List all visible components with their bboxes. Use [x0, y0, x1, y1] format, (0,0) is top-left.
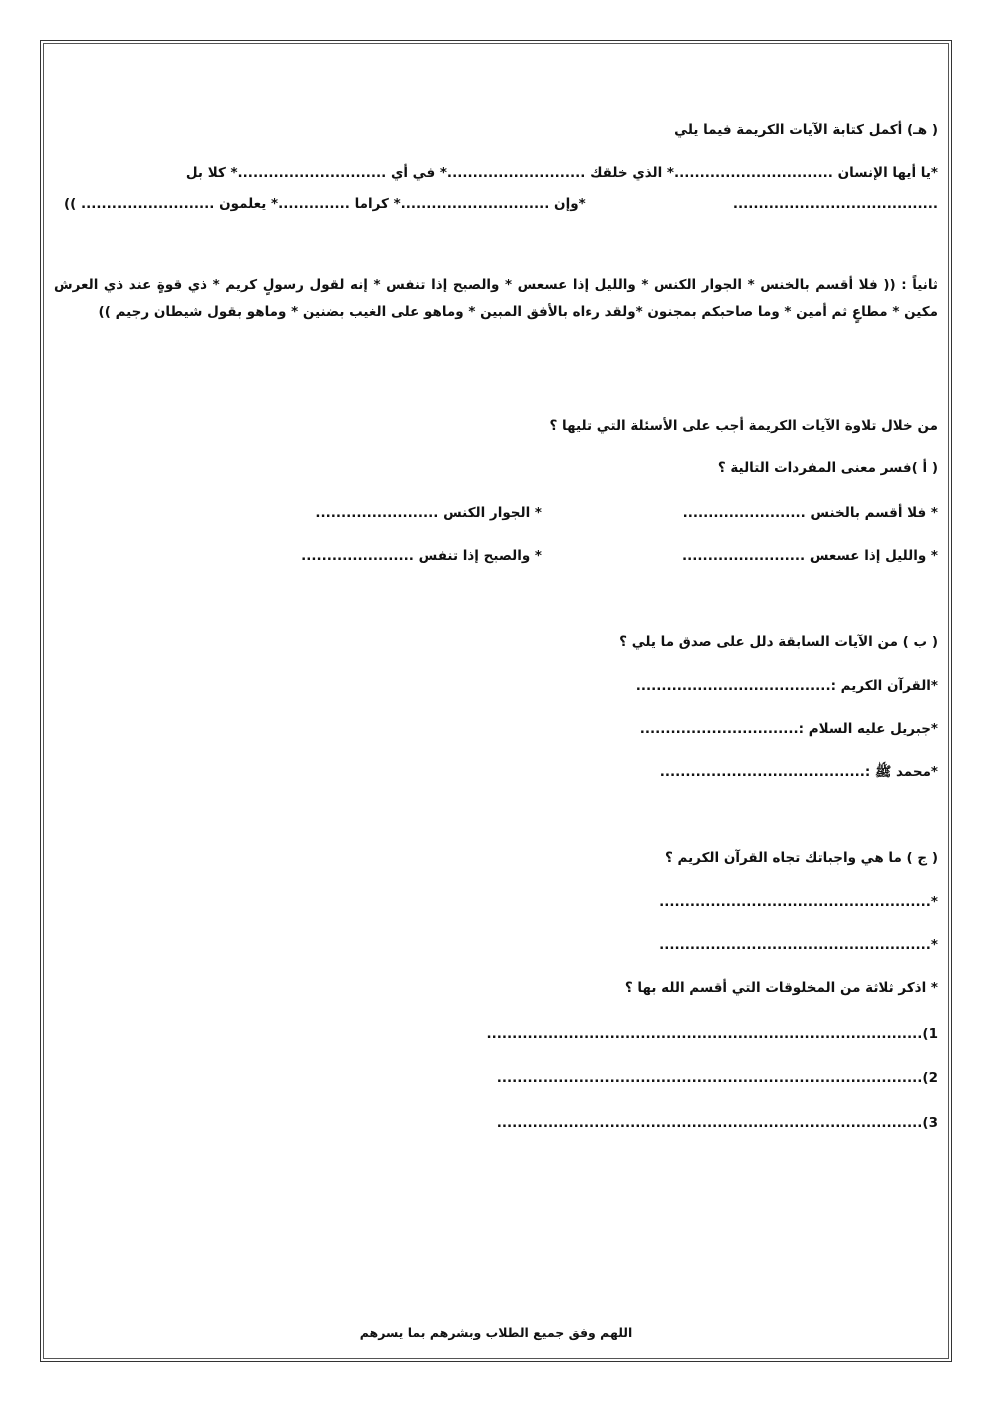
question-c-sub-heading: * اذكر ثلاثة من المخلوقات التي أقسم الله بها ؟ — [624, 980, 938, 996]
section-e-line2-left: *وإن .............................* كراما ..............* يعلمون .......................... )) — [64, 196, 586, 212]
question-a-item-2: * الجوار الكنس ........................ — [315, 505, 542, 521]
question-c-answer-1: 1)..................................................................................... — [486, 1026, 938, 1042]
footer-prayer: اللهم وفق جميع الطلاب وبشرهم بما يسرهم — [359, 1325, 633, 1340]
question-a-heading: ( أ )فسر معنى المفردات التالية ؟ — [717, 460, 938, 476]
question-c-answer-2: 2)................................................................................... — [496, 1070, 938, 1086]
question-a-item-3: * والليل إذا عسعس ........................ — [682, 548, 938, 564]
question-c-heading: ( ج ) ما هي واجباتك تجاه القرآن الكريم ؟ — [664, 850, 938, 866]
section-e-line2-right: ........................................ — [732, 196, 938, 212]
question-b-heading: ( ب ) من الآيات السابقة دلل على صدق ما يلي ؟ — [619, 634, 938, 650]
question-a-item-1: * فلا أقسم بالخنس ........................ — [682, 505, 938, 521]
section-two-passage: ثانياً : (( فلا أقسم بالخنس * الجوار الكنس * والليل إذا عسعس * والصبح إذا تنفس * إنه لقول رسولٍ كريم * ذي قوةٍ عند ذي العرش مكين * مطاعٍ ثم أمين * وما صاحبكم بمجنون *ولقد رءاه بالأفق المبين * وماهو على الغيب بضنين * وماهو بقول شيطان رجيم )) — [54, 277, 938, 320]
question-c-answer-3: 3)................................................................................... — [496, 1115, 938, 1131]
question-a-item-4: * والصبح إذا تنفس ...................... — [301, 548, 542, 564]
page-border-inner — [43, 43, 949, 1359]
question-b-item-1: *القرآن الكريم :...................................... — [635, 678, 938, 694]
section-e-line1: *يا أيها الإنسان ...............................* الذي خلقك ...........................* في أي .............................* كلا بل — [185, 165, 938, 181]
question-c-item-2: *..................................................... — [659, 937, 938, 953]
question-c-item-1: *..................................................... — [659, 894, 938, 910]
question-b-item-3: *محمد ﷺ :........................................ — [659, 764, 938, 780]
section-two-instruction: من خلال تلاوة الآيات الكريمة أجب على الأسئلة التي تليها ؟ — [549, 418, 938, 434]
section-e-heading: ( هـ) أكمل كتابة الآيات الكريمة فيما يلي — [674, 122, 938, 138]
question-b-item-2: *جبريل عليه السلام :............................... — [639, 721, 938, 737]
